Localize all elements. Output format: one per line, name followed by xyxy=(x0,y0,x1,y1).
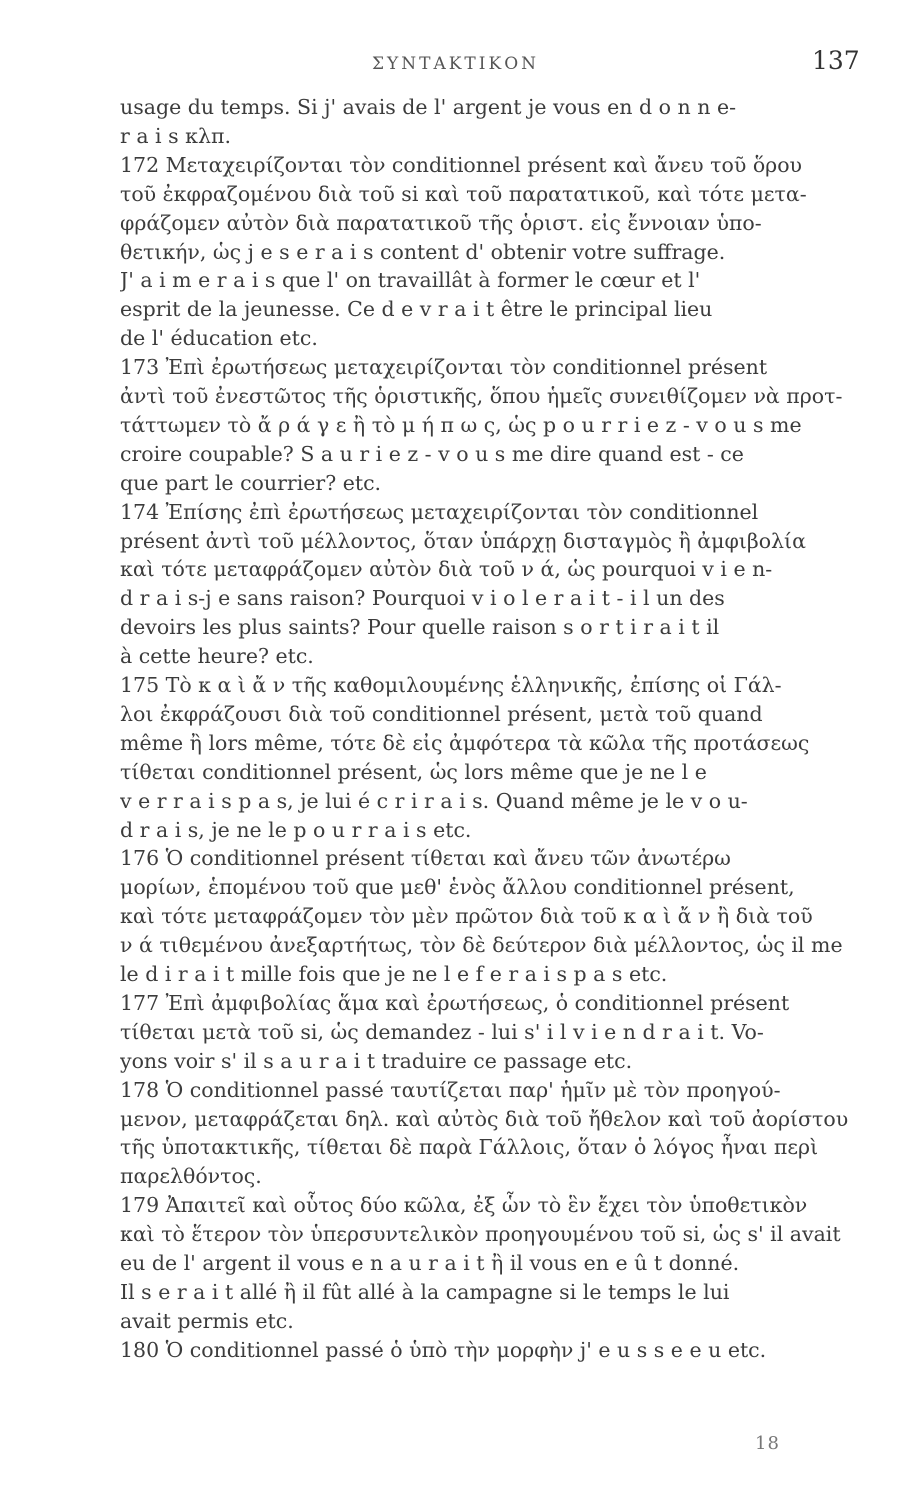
text-line: λοι ἐκφράζουσι διὰ τοῦ conditionnel présent, μετὰ τοῦ quand xyxy=(120,701,763,726)
printer-signature-mark: 18 xyxy=(755,1433,780,1454)
text-line: avait permis etc. xyxy=(120,1308,294,1333)
text-line: 176 Ὁ conditionnel présent τίθεται καὶ ἄνευ τῶν ἀνωτέρω xyxy=(120,846,731,871)
text-line: τίθεται μετὰ τοῦ si, ὡς demandez - lui s' i l v i e n d r a i t. Vo- xyxy=(120,1019,764,1044)
text-line: 175 Τὸ κ α ὶ ἄ ν τῆς καθομιλουμένης ἑλληνικῆς, ἐπίσης οἱ Γάλ- xyxy=(120,673,782,697)
text-line: μενον, μεταφράζεται δηλ. καὶ αὐτὸς διὰ τοῦ ἤθελον καὶ τοῦ ἀορίστου xyxy=(120,1106,849,1131)
text-line: le d i r a i t mille fois que je ne l e f e r a i s p a s etc. xyxy=(120,962,668,986)
text-line: 173 Ἐπὶ ἐρωτήσεως μεταχειρίζονται τὸν conditionnel présent xyxy=(120,355,768,380)
text-line: 174 Ἐπίσης ἐπὶ ἐρωτήσεως μεταχειρίζονται τὸν conditionnel xyxy=(120,499,759,524)
text-line: Il s e r a i t allé ἢ il fût allé à la campagne si le temps le lui xyxy=(120,1279,730,1304)
text-line: τῆς ὑποτακτικῆς, τίθεται δὲ παρὰ Γάλλοις, ὅταν ὁ λόγος ἦναι περὶ xyxy=(120,1135,819,1160)
text-line: J' a i m e r a i s que l' on travaillât à former le cœur et l' xyxy=(120,268,701,293)
text-line: r a i s κλπ. xyxy=(120,123,231,148)
text-line: 177 Ἐπὶ ἀμφιβολίας ἅμα καὶ ἐρωτήσεως, ὁ conditionnel présent xyxy=(120,990,790,1015)
text-line: παρελθόντος. xyxy=(120,1164,262,1189)
text-line: καὶ τὸ ἕτερον τὸν ὑπερσυντελικὸν προηγουμένου τοῦ si, ὡς s' il avait xyxy=(120,1222,841,1247)
text-line: d r a i s, je ne le p o u r r a i s etc. xyxy=(120,817,472,842)
text-line: τοῦ ἐκφραζομένου διὰ τοῦ si καὶ τοῦ παρατατικοῦ, καὶ τότε μετα- xyxy=(120,181,807,206)
text-line: croire coupable? S a u r i e z - v o u s me dire quand est - ce xyxy=(120,441,744,466)
text-line: 180 Ὁ conditionnel passé ὁ ὑπὸ τὴν μορφὴν j' e u s s e e u etc. xyxy=(120,1337,767,1362)
text-line: τίθεται conditionnel présent, ὡς lors même que je ne l e xyxy=(120,759,707,784)
text-line: présent ἀντὶ τοῦ μέλλοντος, ὅταν ὑπάρχῃ δισταγμὸς ἢ ἀμφιβολία xyxy=(120,528,806,553)
text-line: 172 Μεταχειρίζονται τὸν conditionnel présent καὶ ἄνευ τοῦ ὅρου xyxy=(120,152,803,177)
text-line: esprit de la jeunesse. Ce d e v r a i t être le principal lieu xyxy=(120,297,713,322)
text-line: d r a i s-j e sans raison? Pourquoi v i o l e r a i t - i l un des xyxy=(120,586,725,611)
text-line: ἀντὶ τοῦ ἐνεστῶτος τῆς ὁριστικῆς, ὅπου ἡμεῖς συνειθίζομεν νὰ προτ- xyxy=(120,384,843,408)
text-line: μορίων, ἑπομένου τοῦ que μεθ' ἑνὸς ἄλλου conditionnel présent, xyxy=(120,875,795,900)
page-header xyxy=(0,46,903,86)
text-line: que part le courrier? etc. xyxy=(120,470,382,495)
text-line: θετικήν, ὡς j e s e r a i s content d' obtenir votre suffrage. xyxy=(120,239,726,264)
text-line: même ἢ lors même, τότε δὲ εἰς ἀμφότερα τὰ κῶλα τῆς προτάσεως xyxy=(120,730,810,755)
text-line: φράζομεν αὐτὸν διὰ παρατατικοῦ τῆς ὁριστ. εἰς ἔννοιαν ὑπο- xyxy=(120,210,762,235)
text-line: v e r r a i s p a s, je lui é c r i r a i s. Quand même je le v o u- xyxy=(120,788,748,813)
text-line: τάττωμεν τὸ ἄ ρ ά γ ε ἢ τὸ μ ή π ω ς, ὡς p o u r r i e z - v o u s me xyxy=(120,412,802,437)
text-line: eu de l' argent il vous e n a u r a i t ἢ il vous en e û t donné. xyxy=(120,1251,740,1275)
text-line: à cette heure? etc. xyxy=(120,644,314,669)
text-line: yons voir s' il s a u r a i t traduire ce passage etc. xyxy=(120,1048,633,1073)
text-line: usage du temps. Si j' avais de l' argent je vous en d o n n e- xyxy=(120,95,737,119)
text-line: 178 Ὁ conditionnel passé ταυτίζεται παρ' ἡμῖν μὲ τὸν προηγού- xyxy=(120,1077,781,1102)
text-line: καὶ τότε μεταφράζομεν τὸν μὲν πρῶτον διὰ τοῦ κ α ὶ ἄ ν ἢ διὰ τοῦ xyxy=(120,904,813,929)
text-line: 179 Ἀπαιτεῖ καὶ οὗτος δύο κῶλα, ἐξ ὧν τὸ ἓν ἔχει τὸν ὑποθετικὸν xyxy=(120,1193,808,1218)
text-line: devoirs les plus saints? Pour quelle raison s o r t i r a i t il xyxy=(120,615,720,640)
text-line: καὶ τότε μεταφράζομεν αὐτὸν διὰ τοῦ ν ά, ὡς pourquoi v i e n- xyxy=(120,557,773,582)
running-title: ΣΥΝΤΑΚΤΙΚΟΝ xyxy=(372,54,539,74)
text-line: de l' éducation etc. xyxy=(120,326,318,351)
text-line: ν ά τιθεμένου ἀνεξαρτήτως, τὸν δὲ δεύτερον διὰ μέλλοντος, ὡς il me xyxy=(120,933,843,958)
page-number: 137 xyxy=(812,46,860,75)
